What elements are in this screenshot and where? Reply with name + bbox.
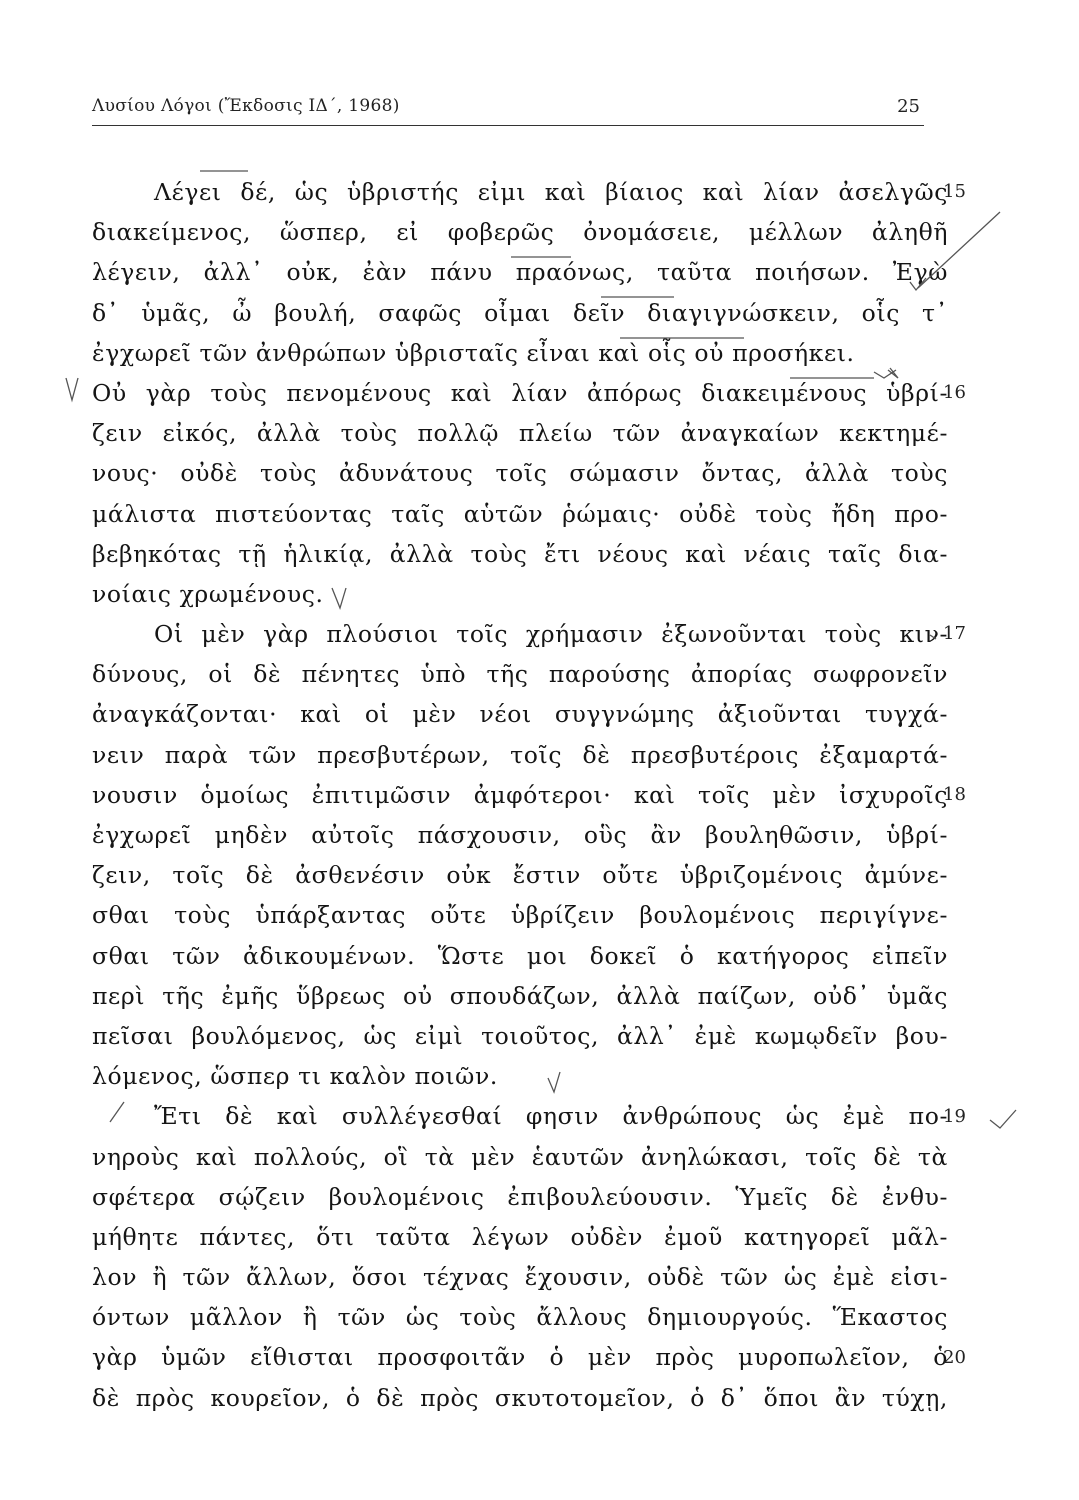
section-number: 19 — [943, 1105, 966, 1127]
text-line: Οἱ μὲν γὰρ πλούσιοι τοῖς χρήμασιν ἐξωνοῦνται τοὺς κιν- — [154, 620, 948, 649]
section-number: 18 — [943, 784, 966, 805]
text-line: ζειν εἰκός, ἀλλὰ τοὺς πολλῷ πλείω τῶν ἀναγκαίων κεκτημέ- — [92, 419, 948, 448]
text-line: λέγειν, ἀλλ᾽ οὐκ, ἐὰν πάνυ πραόνως, ταῦτα ποιήσων. Ἐγὼ — [92, 258, 948, 287]
text-line: νους· οὐδὲ τοὺς ἀδυνάτους τοῖς σώμασιν ὄντας, ἀλλὰ τοὺς — [92, 459, 948, 488]
page-header — [92, 96, 932, 126]
margin-slash — [66, 378, 78, 400]
text-line: ζειν, τοῖς δὲ ἀσθενέσιν οὐκ ἔστιν οὔτε ὑβριζομένοις ἀμύνε- — [92, 861, 948, 890]
text-line: γὰρ ὑμῶν εἴθισται προσφοιτᾶν ὁ μὲν πρὸς μυροπωλεῖον, ὁ — [92, 1343, 948, 1372]
text-line: μάλιστα πιστεύοντας ταῖς αὑτῶν ῥώμαις· οὐδὲ τοὺς ἤδη προ- — [92, 499, 948, 528]
text-line: σθαι τῶν ἀδικουμένων. Ὥστε μοι δοκεῖ ὁ κατήγορος εἰπεῖν — [92, 941, 948, 970]
text-line: ἐγχωρεῖ τῶν ἀνθρώπων ὑβρισταῖς εἶναι καὶ οἷς οὐ προσήκει. — [92, 338, 855, 367]
text-line: ἀναγκάζονται· καὶ οἱ μὲν νέοι συγγνώμης ἀξιοῦνται τυγχά- — [92, 700, 948, 729]
text-line: σφέτερα σῴζειν βουλομένοις ἐπιβουλεύουσιν. Ὑμεῖς δὲ ἐνθυ- — [92, 1182, 948, 1211]
text-line: μήθητε πάντες, ὅτι ταῦτα λέγων οὐδὲν ἐμοῦ κατηγορεῖ μᾶλ- — [92, 1222, 948, 1251]
body-text — [92, 172, 948, 1418]
text-line: δὲ πρὸς κουρεῖον, ὁ δὲ πρὸς σκυτοτομεῖον, ὁ δ᾽ ὅποι ἂν τύχῃ, — [92, 1383, 948, 1412]
section-number: 20 — [943, 1346, 966, 1368]
text-line: δ᾽ ὑμᾶς, ὦ βουλή, σαφῶς οἶμαι δεῖν διαγιγνώσκειν, οἷς τ᾽ — [92, 298, 948, 327]
text-line: λόμενος, ὥσπερ τι καλὸν ποιῶν. — [92, 1062, 498, 1091]
running-title: Λυσίου Λόγοι (Ἔκδοσις ΙΔ΄, 1968) — [92, 96, 400, 116]
text-line: νοίαις χρωμένους. — [92, 579, 324, 608]
text-line: πεῖσαι βουλόμενος, ὡς εἰμὶ τοιοῦτος, ἀλλ᾽ ἐμὲ κωμῳδεῖν βου- — [92, 1021, 948, 1050]
text-line: όντων μᾶλλον ἢ τῶν ὡς τοὺς ἄλλους δημιουργούς. Ἕκαστος — [92, 1303, 948, 1332]
section-number: 16 — [943, 382, 966, 403]
section-number: 15 — [943, 181, 966, 202]
text-line: Οὐ γὰρ τοὺς πενομένους καὶ λίαν ἀπόρως διακειμένους ὑβρί- — [92, 378, 948, 407]
page-number: 25 — [897, 96, 920, 117]
text-line: νουσιν ὁμοίως ἐπιτιμῶσιν ἀμφότεροι· καὶ τοῖς μὲν ἰσχυροῖς — [92, 780, 948, 809]
text-line: ἐγχωρεῖ μηδὲν αὐτοῖς πάσχουσιν, οὓς ἂν βουληθῶσιν, ὑβρί- — [92, 821, 948, 849]
text-line: βεβηκότας τῇ ἡλικίᾳ, ἀλλὰ τοὺς ἔτι νέους καὶ νέαις ταῖς δια- — [92, 539, 948, 568]
section-number: 17 — [943, 623, 966, 645]
text-line: λον ἢ τῶν ἄλλων, ὅσοι τέχνας ἔχουσιν, οὐδὲ τῶν ὡς ἐμὲ εἰσι- — [92, 1263, 948, 1292]
text-line: περὶ τῆς ἐμῆς ὕβρεως οὐ σπουδάζων, ἀλλὰ παίζων, οὐδ᾽ ὑμᾶς — [92, 981, 948, 1010]
header-rule — [92, 125, 924, 126]
text-line: νηροὺς καὶ πολλούς, οἳ τὰ μὲν ἑαυτῶν ἀνηλώκασι, τοῖς δὲ τὰ — [92, 1142, 948, 1171]
text-line: δύνους, οἱ δὲ πένητες ὑπὸ τῆς παρούσης ἀπορίας σωφρονεῖν — [92, 660, 948, 689]
text-line: νειν παρὰ τῶν πρεσβυτέρων, τοῖς δὲ πρεσβυτέροις ἐξαμαρτά- — [92, 740, 948, 769]
margin-check — [990, 1110, 1016, 1128]
text-line: Ἔτι δὲ καὶ συλλέγεσθαί φησιν ἀνθρώπους ὡς ἐμὲ πο- — [154, 1102, 948, 1131]
text-line: Λέγει δέ, ὡς ὑβριστής εἰμι καὶ βίαιος καὶ λίαν ἀσελγῶς — [154, 178, 948, 206]
text-line: σθαι τοὺς ὑπάρξαντας οὔτε ὑβρίζειν βουλομένοις περιγίγνε- — [92, 901, 948, 930]
text-line: διακείμενος, ὥσπερ, εἰ φοβερῶς ὀνομάσειε, μέλλων ἀληθῆ — [92, 218, 948, 247]
